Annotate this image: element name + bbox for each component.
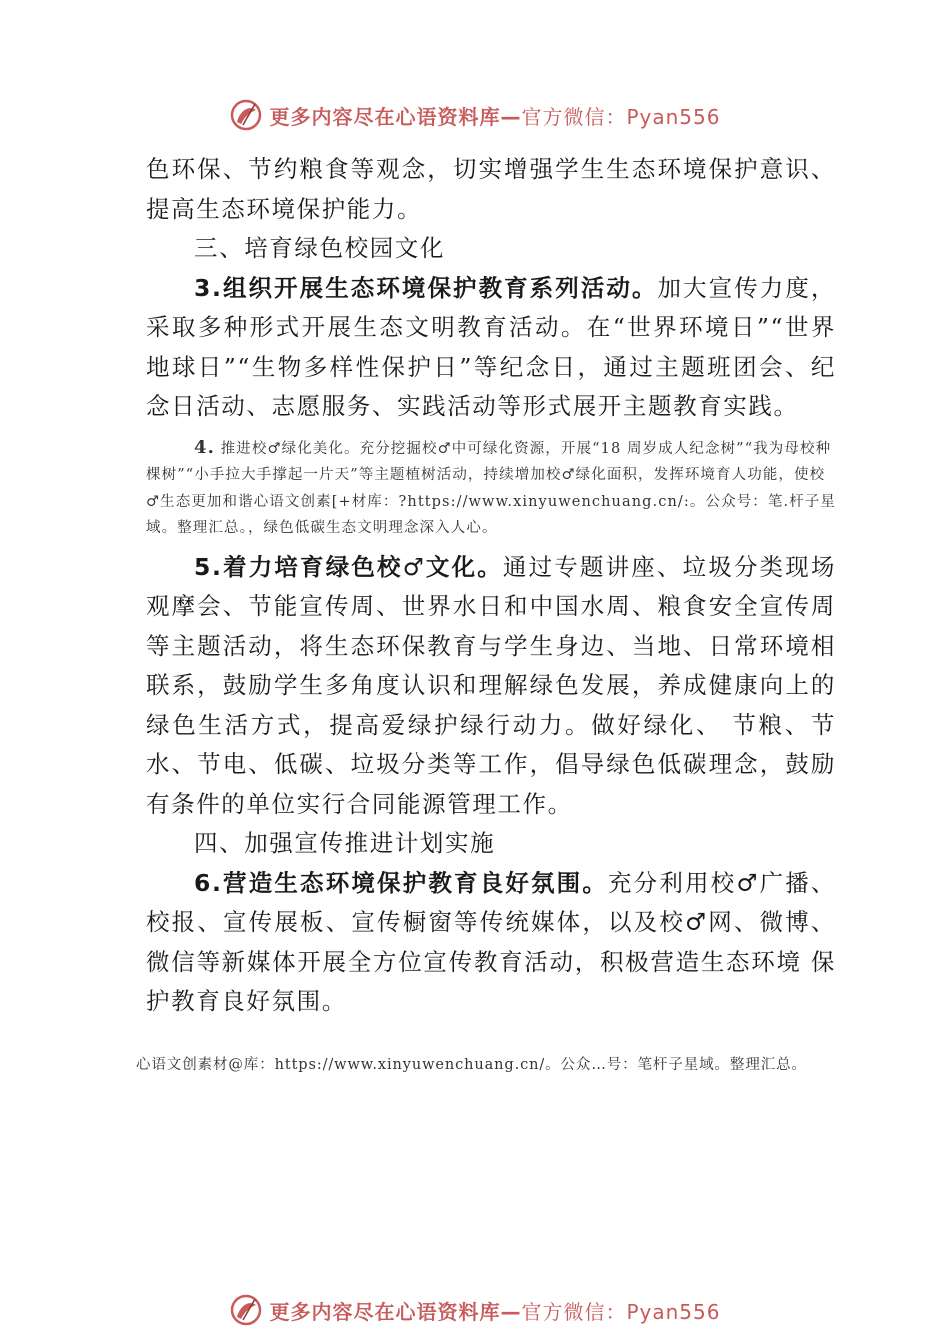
paragraph-continuation: 色环保、节约粮食等观念，切实增强学生生态环境保护意识、提高生态环境保护能力。: [146, 155, 836, 223]
section-heading-4: 四、加强宣传推进计划实施: [194, 829, 496, 857]
banner-text: 更多内容尽在心语资料库—官方微信：Pyan556: [269, 1299, 721, 1324]
item-5-body: 通过专题讲座、垃圾分类现场观摩会、节能宣传周、世界水日和中国水周、粮食安全宣传周等主题活动，将生态环保教育与学生身边、当地、日常环境相联系，鼓励学生多角度认识和理解绿色发展，养成健康向上的绿色生活方式，提高爱绿护绿行动力。做好绿化、 节粮、节水、节电、低碳、垃圾分类等工作，倡导绿色低碳理念，鼓励有条件的单位实行合同能源管理工作。: [146, 552, 836, 818]
banner-wechat: 官方微信：Pyan556: [521, 104, 721, 129]
item-4-paragraph: [146, 435, 836, 542]
brand-logo-icon: [229, 1293, 263, 1327]
banner-wechat: 官方微信：Pyan556: [521, 1299, 721, 1324]
item-3-lead: 3.组织开展生态环境保护教育系列活动。: [194, 273, 658, 302]
item-5-lead: 5.着力培育绿色校♂文化。: [194, 552, 503, 581]
source-note: 心语文创素材@库：https://www.xinyuwenchuang.cn/。公众…号：笔杆子星域。整理汇总。: [136, 1057, 807, 1073]
item-4-body: 推进校♂绿化美化。充分挖掘校♂中可绿化资源，开展“18 周岁成人纪念树”“我为母校种棵树”“小手拉大手撑起一片天”等主题植树活动，持续增加校♂绿化面积，发挥环境育人功能，使校♂生态更加和谐心语文创素[+材库：?https://www.xinyuwenchuang.cn/:。公众号：笔.杆子星域。整理汇总。，绿色低碳生态文明理念深入人心。: [146, 440, 836, 536]
header-banner: [0, 95, 950, 135]
banner-text: 更多内容尽在心语资料库—官方微信：Pyan556: [269, 104, 721, 129]
item-4-number: 4.: [194, 436, 215, 458]
brand-logo-icon: [229, 98, 263, 132]
item-6-body: 充分利用校♂广播、校报、宣传展板、宣传橱窗等传统媒体，以及校♂网、微博、 微信等新媒体开展全方位宣传教育活动，积极营造生态环境 保护教育良好氛围。: [146, 868, 836, 1015]
document-body: [146, 150, 836, 1022]
item-5-paragraph: [146, 548, 836, 825]
section-heading-3: 三、培育绿色校园文化: [194, 234, 445, 262]
item-6-lead: 6.营造生态环境保护教育良好氛围。: [194, 868, 609, 897]
item-3-paragraph: [146, 269, 836, 427]
item-6-paragraph: [146, 864, 836, 1022]
footer-banner: [0, 1290, 950, 1330]
item-3-body: 加大宣传力度，采取多种形式开展生态文明教育活动。在“世界环境日”“世界地球日”“生物多样性保护日”等纪念日，通过主题班团会、纪念日活动、志愿服务、实践活动等形式展开主题教育实践。: [146, 273, 836, 420]
